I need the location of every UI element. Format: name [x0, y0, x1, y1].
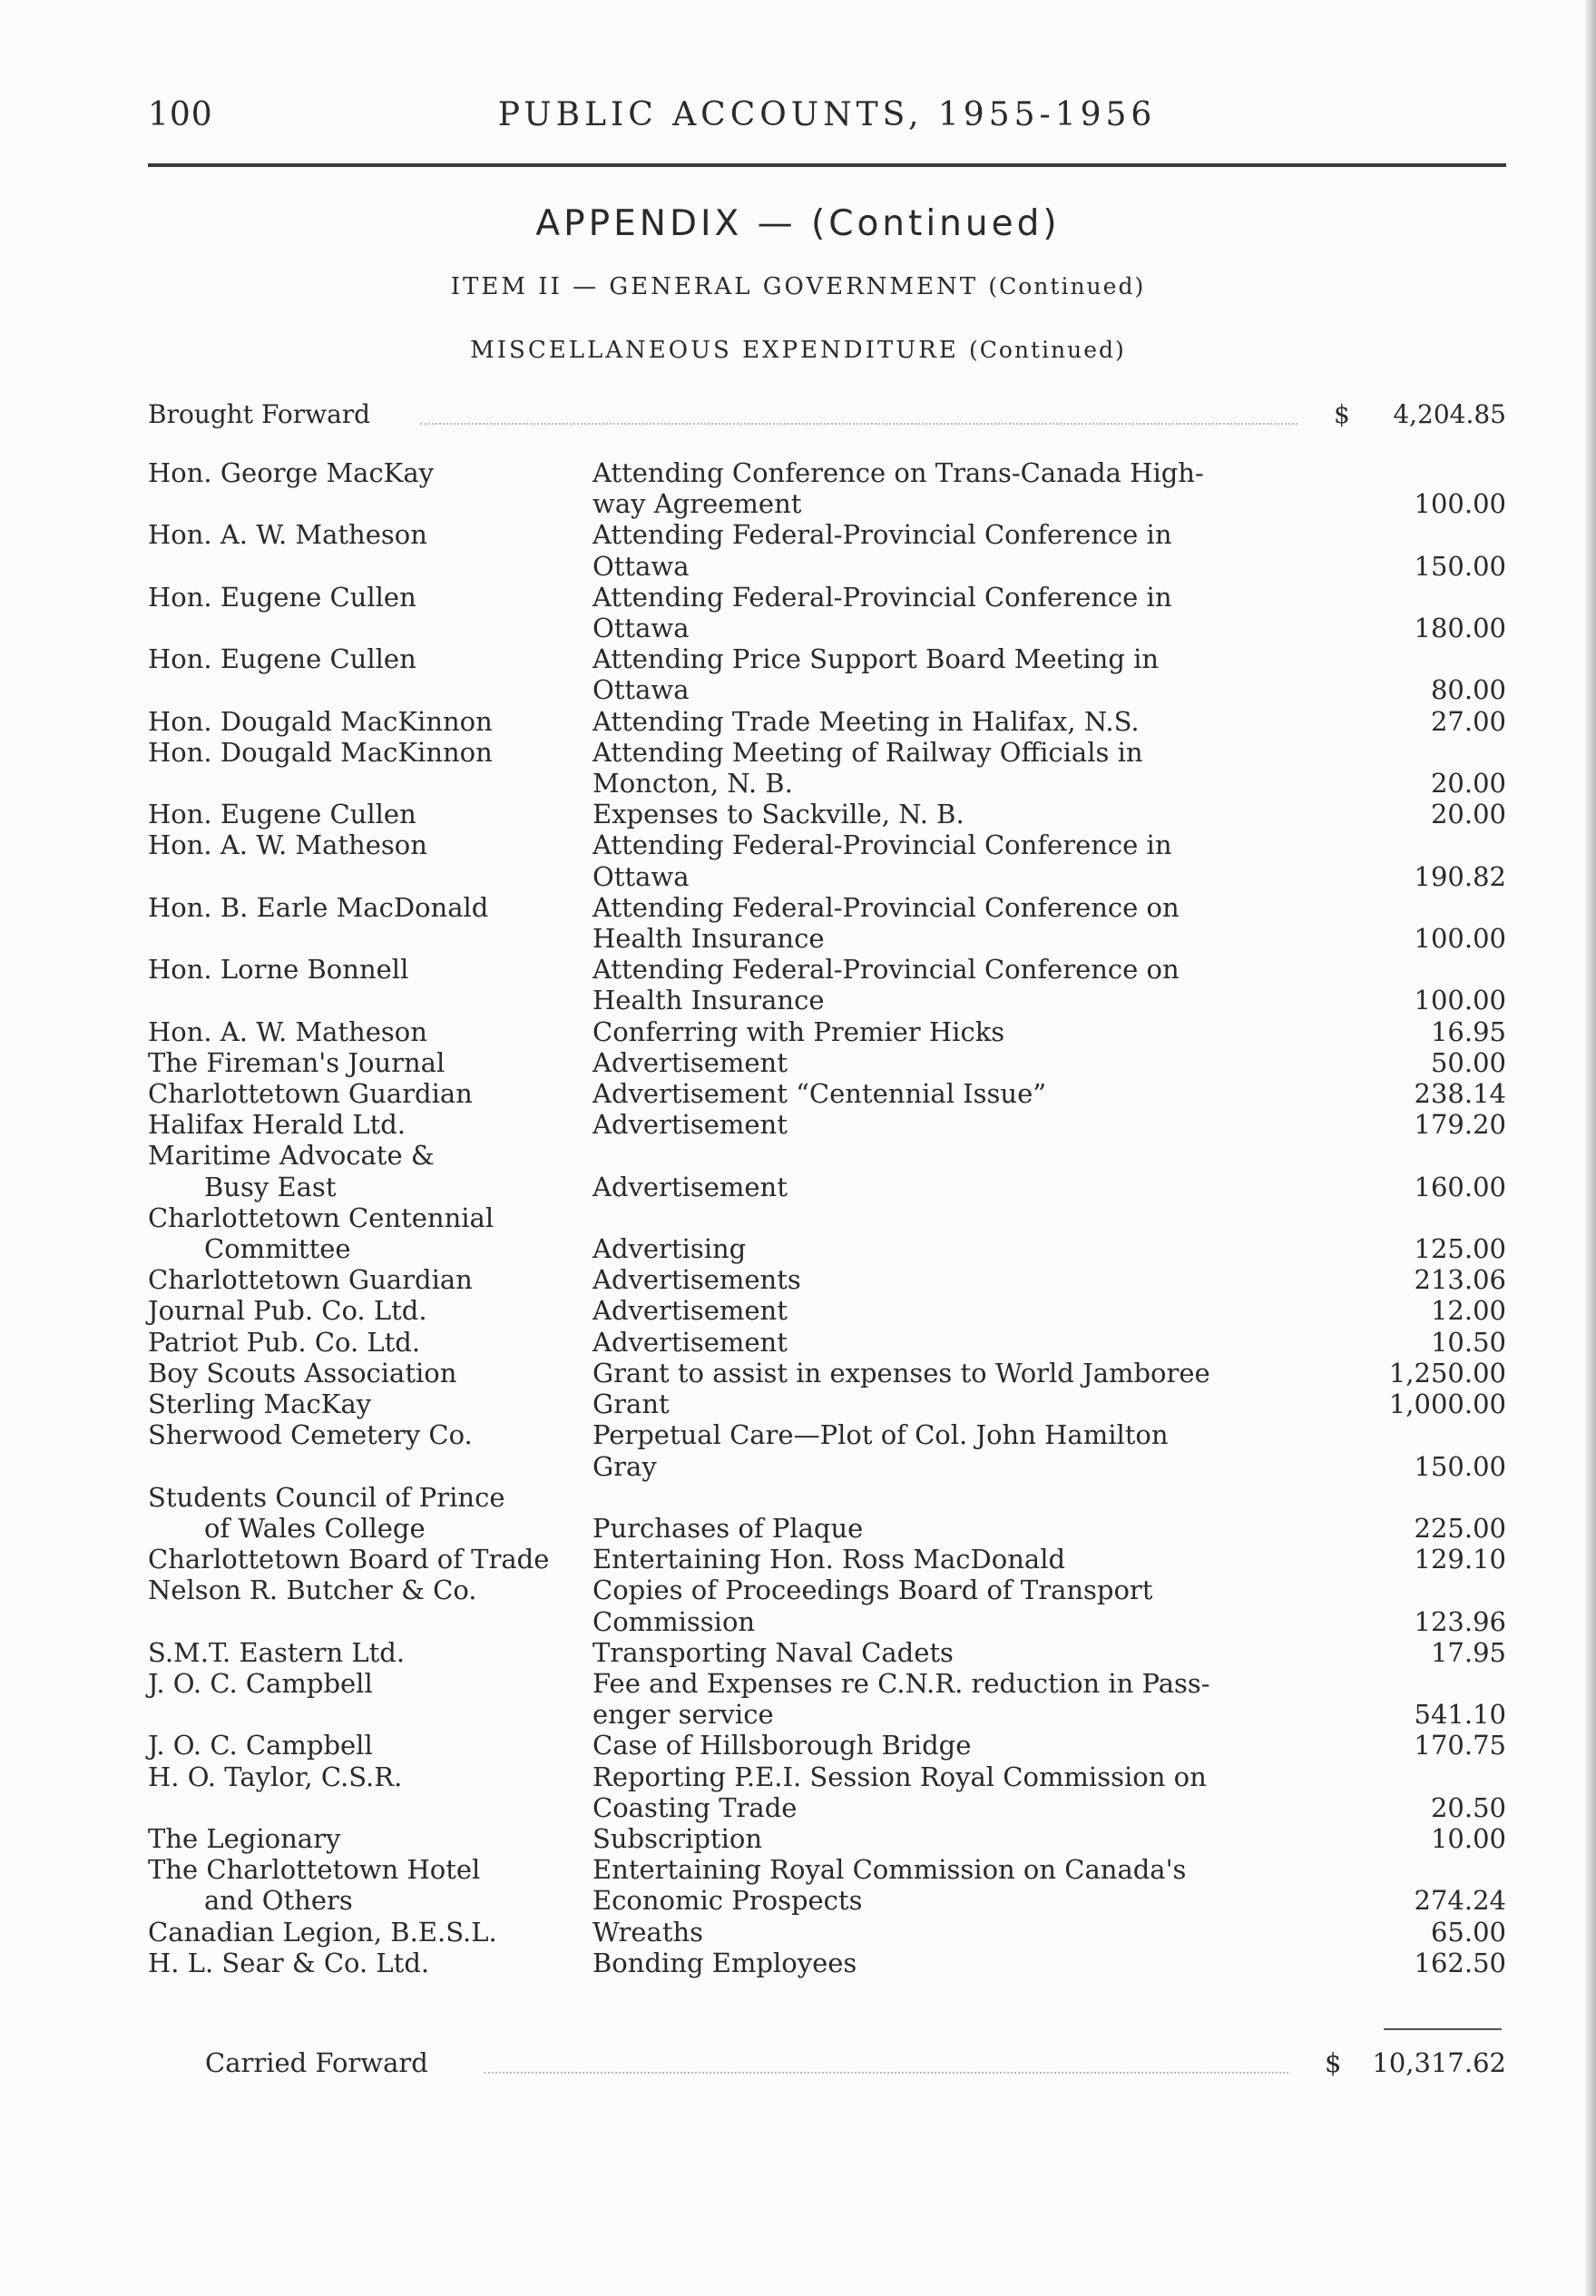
description-line: Advertisement: [592, 1109, 788, 1141]
carried-forward-label: Carried Forward: [205, 2047, 428, 2078]
table-row: [148, 1730, 1506, 1761]
brought-forward-currency: $: [1334, 399, 1350, 429]
description-line: Gray: [592, 1450, 657, 1482]
description-line: Attending Federal-Provincial Conference in: [592, 581, 1172, 613]
payee-line: Hon. A. W. Matheson: [148, 829, 427, 861]
section-heading-note: (Continued): [968, 337, 1126, 363]
payee: [148, 1761, 592, 1792]
description: [592, 582, 1445, 643]
payee-line: Canadian Legion, B.E.S.L.: [148, 1916, 497, 1948]
payee-line: Charlottetown Guardian: [148, 1078, 473, 1110]
payee: [148, 706, 592, 737]
description: [592, 954, 1445, 1016]
amount: 20.00: [1430, 799, 1506, 830]
brought-forward-row: [148, 399, 1506, 436]
page-number: 100: [148, 96, 213, 133]
table-row: [148, 1388, 1506, 1419]
table-row: [148, 1358, 1506, 1388]
payee-line: J. O. C. Campbell: [148, 1730, 373, 1761]
amount: 65.00: [1430, 1916, 1506, 1948]
payee: [148, 1202, 592, 1264]
amount: 238.14: [1414, 1078, 1506, 1110]
description-line: Ottawa: [592, 860, 690, 892]
description-line: Ottawa: [592, 674, 690, 706]
description-line: Attending Trade Meeting in Halifax, N.S.: [592, 705, 1140, 737]
description-line: Transporting Naval Cadets: [592, 1636, 954, 1668]
description-line: Conferring with Premier Hicks: [592, 1016, 1005, 1047]
table-row: [148, 1575, 1506, 1636]
description: [592, 1388, 1445, 1419]
table-row: [148, 954, 1506, 1016]
payee: [148, 1047, 592, 1078]
payee-line: Hon. Dougald MacKinnon: [148, 705, 493, 737]
description: [592, 799, 1445, 829]
payee-line: Charlottetown Board of Trade: [148, 1544, 550, 1575]
payee: [148, 1295, 592, 1326]
amount: 12.00: [1430, 1295, 1506, 1327]
section-heading: [0, 337, 1596, 364]
description-line: Grant to assist in expenses to World Jamboree: [592, 1357, 1210, 1388]
payee-line: Hon. B. Earle MacDonald: [148, 891, 489, 923]
payee-line: Charlottetown Guardian: [148, 1264, 473, 1296]
description: [592, 1078, 1445, 1109]
table-row: [148, 457, 1506, 519]
description: [592, 1327, 1445, 1358]
description-line: Moncton, N. B.: [592, 768, 793, 800]
amount: 150.00: [1414, 550, 1506, 582]
leader-dots: [484, 2072, 1288, 2074]
description-line: Perpetual Care—Plot of Col. John Hamilton: [592, 1419, 1169, 1451]
table-row: [148, 1482, 1506, 1544]
table-row: [148, 1917, 1506, 1948]
payee-line: Hon. Eugene Cullen: [148, 581, 416, 613]
description-line: Wreaths: [592, 1916, 704, 1948]
description-line: Advertisement: [592, 1295, 788, 1327]
description-line: Grant: [592, 1388, 670, 1420]
payee: [148, 1544, 592, 1575]
page-edge-shadow: [1585, 0, 1596, 2296]
payee: [148, 1730, 592, 1761]
amount: 274.24: [1414, 1885, 1506, 1917]
payee: [148, 737, 592, 768]
table-row: [148, 706, 1506, 737]
table-row: [148, 1264, 1506, 1295]
table-row: [148, 519, 1506, 581]
description-line: way Agreement: [592, 488, 802, 520]
description-line: Bonding Employees: [592, 1947, 857, 1978]
payee-line: Hon. Dougald MacKinnon: [148, 736, 493, 768]
description-line: Attending Federal-Provincial Conference on: [592, 954, 1180, 986]
amount: 100.00: [1414, 985, 1506, 1016]
description: [592, 1761, 1445, 1823]
amount: 16.95: [1430, 1016, 1506, 1047]
payee-line: Journal Pub. Co. Ltd.: [148, 1295, 427, 1327]
description-line: Advertisement: [592, 1326, 788, 1358]
description: [592, 1482, 1445, 1544]
description: [592, 1109, 1445, 1140]
carried-forward-row: [148, 2047, 1506, 2084]
description: [592, 1295, 1445, 1326]
table-row: [148, 1295, 1506, 1326]
payee-line: Busy East: [204, 1171, 337, 1202]
payee: [148, 457, 592, 488]
payee: [148, 1575, 592, 1605]
carried-forward-amount: 10,317.62: [1372, 2047, 1506, 2078]
amount: 225.00: [1414, 1512, 1506, 1544]
description: [592, 737, 1445, 799]
item-heading: [0, 273, 1596, 300]
amount: 27.00: [1430, 705, 1506, 737]
table-row: [148, 1544, 1506, 1575]
amount: 10.50: [1430, 1326, 1506, 1358]
description-line: Attending Price Support Board Meeting in: [592, 643, 1160, 675]
payee: [148, 519, 592, 550]
description: [592, 1358, 1445, 1388]
description: [592, 1016, 1445, 1047]
leader-dots: [420, 423, 1297, 425]
section-heading-text: MISCELLANEOUS EXPENDITURE: [470, 337, 959, 364]
payee-line: Hon. George MacKay: [148, 457, 435, 488]
description: [592, 1730, 1445, 1761]
description-line: Fee and Expenses re C.N.R. reduction in Pass-: [592, 1667, 1210, 1699]
description: [592, 1047, 1445, 1078]
description-line: Ottawa: [592, 550, 690, 582]
payee-line: Hon. A. W. Matheson: [148, 1016, 427, 1047]
amount: 170.75: [1414, 1730, 1506, 1761]
payee-line: Boy Scouts Association: [148, 1357, 457, 1388]
description-line: Ottawa: [592, 613, 690, 644]
description-line: Case of Hillsborough Bridge: [592, 1730, 972, 1761]
description: [592, 892, 1445, 954]
description-line: Advertisement: [592, 1171, 788, 1202]
payee-line: H. L. Sear & Co. Ltd.: [148, 1947, 430, 1978]
table-row: [148, 1140, 1506, 1202]
description: [592, 1917, 1445, 1948]
description-line: enger service: [592, 1699, 774, 1731]
payee: [148, 1482, 592, 1544]
payee: [148, 1140, 592, 1202]
payee-line: The Legionary: [148, 1822, 341, 1854]
table-row: [148, 1668, 1506, 1730]
amount: 129.10: [1414, 1544, 1506, 1575]
running-title: PUBLIC ACCOUNTS, 1955-1956: [497, 96, 1157, 133]
amount: 80.00: [1430, 674, 1506, 706]
amount: 150.00: [1414, 1450, 1506, 1482]
table-row: [148, 1047, 1506, 1078]
amount: 17.95: [1430, 1636, 1506, 1668]
amount: 160.00: [1414, 1171, 1506, 1202]
payee: [148, 1948, 592, 1978]
payee-line: Hon. Eugene Cullen: [148, 799, 416, 830]
payee-line: of Wales College: [204, 1512, 426, 1544]
description-line: Economic Prospects: [592, 1885, 863, 1917]
spacer: [592, 1482, 1445, 1513]
description-line: Advertisement: [592, 1046, 788, 1078]
amount: 100.00: [1414, 923, 1506, 955]
amount: 190.82: [1414, 860, 1506, 892]
description: [592, 1637, 1445, 1668]
carried-forward-currency: $: [1325, 2047, 1342, 2078]
amount: 213.06: [1414, 1264, 1506, 1296]
description: [592, 1140, 1445, 1202]
payee-line: Hon. Eugene Cullen: [148, 643, 416, 675]
payee: [148, 1854, 592, 1916]
table-row: [148, 1761, 1506, 1823]
description-line: Advertisements: [592, 1264, 801, 1296]
payee: [148, 1109, 592, 1140]
payee: [148, 892, 592, 923]
item-heading-text: ITEM II — GENERAL GOVERNMENT: [450, 273, 979, 300]
description-line: Expenses to Sackville, N. B.: [592, 799, 964, 830]
amount: 162.50: [1414, 1947, 1506, 1978]
payee: [148, 1419, 592, 1450]
description-line: Entertaining Hon. Ross MacDonald: [592, 1544, 1066, 1575]
payee-line: Nelson R. Butcher & Co.: [148, 1575, 477, 1606]
payee: [148, 1637, 592, 1668]
payee-line: Committee: [204, 1233, 351, 1265]
description: [592, 1544, 1445, 1575]
description-line: Attending Federal-Provincial Conference on: [592, 891, 1180, 923]
page-header: [148, 96, 1506, 142]
table-row: [148, 799, 1506, 829]
payee: [148, 1668, 592, 1699]
expenditure-list: [148, 457, 1506, 1978]
amount: 541.10: [1414, 1699, 1506, 1731]
payee: [148, 1917, 592, 1948]
payee-line: H. O. Taylor, C.S.R.: [148, 1761, 403, 1792]
payee: [148, 1388, 592, 1419]
payee: [148, 1823, 592, 1854]
payee: [148, 582, 592, 613]
table-row: [148, 1854, 1506, 1916]
payee: [148, 954, 592, 985]
table-row: [148, 1419, 1506, 1481]
payee-line: The Charlottetown Hotel: [148, 1854, 481, 1886]
description-line: Subscription: [592, 1822, 762, 1854]
total-rule: [1384, 2028, 1502, 2030]
description: [592, 1575, 1445, 1636]
payee: [148, 1327, 592, 1358]
table-row: [148, 829, 1506, 891]
payee-line: Patriot Pub. Co. Ltd.: [148, 1326, 421, 1358]
description-line: Health Insurance: [592, 923, 825, 955]
payee: [148, 1358, 592, 1388]
amount: 50.00: [1430, 1046, 1506, 1078]
description-line: Coasting Trade: [592, 1791, 798, 1823]
payee: [148, 643, 592, 674]
payee-line: Halifax Herald Ltd.: [148, 1109, 406, 1141]
amount: 10.00: [1430, 1822, 1506, 1854]
amount: 20.50: [1430, 1791, 1506, 1823]
payee-line: J. O. C. Campbell: [148, 1667, 373, 1699]
payee: [148, 1078, 592, 1109]
payee-line: and Others: [204, 1885, 353, 1917]
table-row: [148, 1327, 1506, 1358]
description-line: Advertisement “Centennial Issue”: [592, 1078, 1047, 1110]
description-line: Reporting P.E.I. Session Royal Commission on: [592, 1761, 1207, 1792]
description: [592, 1202, 1445, 1264]
amount: 1,000.00: [1388, 1388, 1506, 1420]
payee-line: The Fireman's Journal: [148, 1046, 446, 1078]
table-row: [148, 1637, 1506, 1668]
table-row: [148, 1016, 1506, 1047]
description: [592, 643, 1445, 705]
description: [592, 706, 1445, 737]
spacer: [592, 1202, 1445, 1233]
payee-line: Hon. A. W. Matheson: [148, 519, 427, 551]
description-line: Health Insurance: [592, 985, 825, 1016]
description-line: Attending Conference on Trans-Canada High-: [592, 457, 1204, 488]
payee: [148, 799, 592, 829]
item-heading-note: (Continued): [988, 273, 1146, 299]
description: [592, 1264, 1445, 1295]
table-row: [148, 1948, 1506, 1978]
table-row: [148, 582, 1506, 643]
description-line: Entertaining Royal Commission on Canada's: [592, 1854, 1187, 1886]
spacer: [592, 1140, 1445, 1171]
description-line: Commission: [592, 1605, 756, 1637]
payee-line: S.M.T. Eastern Ltd.: [148, 1636, 406, 1668]
table-row: [148, 737, 1506, 799]
payee-line: Maritime Advocate &: [148, 1140, 435, 1172]
table-row: [148, 1202, 1506, 1264]
table-row: [148, 892, 1506, 954]
payee: [148, 1264, 592, 1295]
description-line: Advertising: [592, 1233, 747, 1265]
header-rule: [148, 163, 1506, 167]
description-line: Copies of Proceedings Board of Transport: [592, 1575, 1153, 1606]
payee-line: Hon. Lorne Bonnell: [148, 954, 409, 986]
description: [592, 1419, 1445, 1481]
appendix-heading: APPENDIX — (Continued): [535, 203, 1061, 244]
description: [592, 457, 1445, 519]
payee: [148, 829, 592, 860]
payee: [148, 1016, 592, 1047]
amount: 1,250.00: [1388, 1357, 1506, 1388]
description: [592, 1668, 1445, 1730]
amount: 20.00: [1430, 768, 1506, 800]
description-line: Purchases of Plaque: [592, 1512, 864, 1544]
description: [592, 1854, 1445, 1916]
description: [592, 1823, 1445, 1854]
payee-line: Students Council of Prince: [148, 1481, 505, 1513]
amount: 125.00: [1414, 1233, 1506, 1265]
amount: 180.00: [1414, 613, 1506, 644]
brought-forward-label: Brought Forward: [148, 399, 371, 429]
table-row: [148, 1823, 1506, 1854]
amount: 123.96: [1414, 1605, 1506, 1637]
description: [592, 1948, 1445, 1978]
table-row: [148, 1078, 1506, 1109]
table-row: [148, 643, 1506, 705]
table-row: [148, 1109, 1506, 1140]
description: [592, 829, 1445, 891]
payee-line: Sterling MacKay: [148, 1388, 372, 1420]
description: [592, 519, 1445, 581]
amount: 179.20: [1414, 1109, 1506, 1141]
description-line: Attending Federal-Provincial Conference in: [592, 829, 1172, 861]
payee-line: Sherwood Cemetery Co.: [148, 1419, 473, 1451]
payee-line: Charlottetown Centennial: [148, 1202, 494, 1233]
description-line: Attending Federal-Provincial Conference in: [592, 519, 1172, 551]
description-line: Attending Meeting of Railway Officials in: [592, 736, 1143, 768]
amount: 100.00: [1414, 488, 1506, 520]
brought-forward-amount: 4,204.85: [1393, 399, 1506, 429]
